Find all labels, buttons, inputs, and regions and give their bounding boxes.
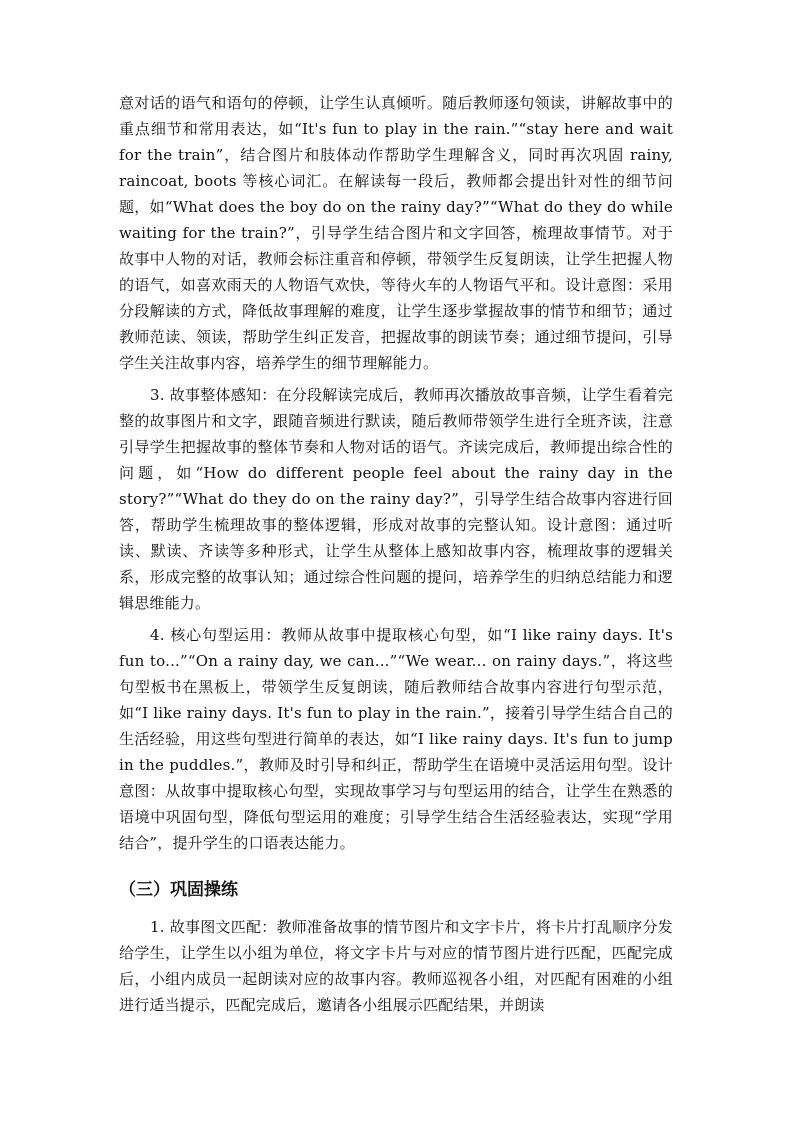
section-heading-consolidation: （三）巩固操练	[119, 880, 238, 900]
paragraph-story-reading-continued: 意对话的语气和语句的停顿，让学生认真倾听。随后教师逐句领读，讲解故事中的重点细节和常用表达，如“It's fun to play in the rain.”“stay here and wait for the train”，结合图片和肢体动作帮助学生理解含义，同时再次巩固 rainy, raincoat, boots 等核心词汇。在解读每一段后，教师都会提出针对性的细节问题，如“What does the boy do on the rainy day?”“What do they do while waiting for the train?”，引导学生结合图片和文字回答，梳理故事情节。对于故事中人物的对话，教师会标注重音和停顿，带领学生反复朗读，让学生把握人物的语气，如喜欢雨天的人物语气欢快，等待火车的人物语气平和。设计意图：采用分段解读的方式，降低故事理解的难度，让学生逐步掌握故事的情节和细节；通过教师范读、领读，帮助学生纠正发音，把握故事的朗读节奏；通过细节提问，引导学生关注故事内容，培养学生的细节理解能力。	[119, 94, 673, 372]
paragraph-core-sentence-practice: 4. 核心句型运用：教师从故事中提取核心句型，如“I like rainy days. It's fun to...”“On a rainy day, we can...”“We wear... on rainy days.”，将这些句型板书在黑板上，带领学生反复朗读，随后教师结合故事内容进行句型示范，如“I like rainy days. It's fun to play in the rain.”，接着引导学生结合自己的生活经验，用这些句型进行简单的表达，如“I like rainy days. It's fun to jump in the puddles.”，教师及时引导和纠正，帮助学生在语境中灵活运用句型。设计意图：从故事中提取核心句型，实现故事学习与句型运用的结合，让学生在熟悉的语境中巩固句型，降低句型运用的难度；引导学生结合生活经验表达，实现“学用结合”，提升学生的口语表达能力。	[119, 626, 673, 852]
paragraph-picture-text-matching: 1. 故事图文匹配：教师准备故事的情节图片和文字卡片，将卡片打乱顺序分发给学生，让学生以小组为单位，将文字卡片与对应的情节图片进行匹配，匹配完成后，小组内成员一起朗读对应的故事内容。教师巡视各小组，对匹配有困难的小组进行适当提示，匹配完成后，邀请各小组展示匹配结果，并朗读	[119, 918, 673, 1014]
paragraph-story-overall-perception: 3. 故事整体感知：在分段解读完成后，教师再次播放故事音频，让学生看着完整的故事图片和文字，跟随音频进行默读，随后教师带领学生进行全班齐读，注意引导学生把握故事的整体节奏和人物对话的语气。齐读完成后，教师提出综合性的问题，如“How do different people feel about the rainy day in the story?”“What do they do on the rainy day?”，引导学生结合故事内容进行回答，帮助学生梳理故事的整体逻辑，形成对故事的完整认知。设计意图：通过听读、默读、齐读等多种形式，让学生从整体上感知故事内容，梳理故事的逻辑关系，形成完整的故事认知；通过综合性问题的提问，培养学生的归纳总结能力和逻辑思维能力。	[119, 386, 673, 612]
